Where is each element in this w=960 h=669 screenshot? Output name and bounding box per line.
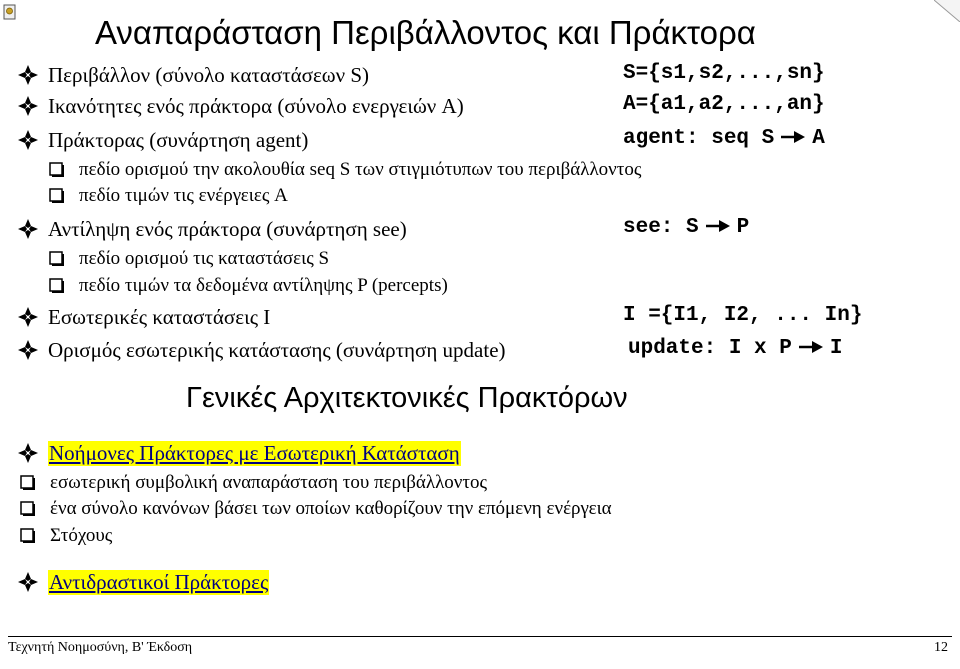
list-item [0, 275, 960, 303]
item-code [623, 127, 825, 150]
code-right: P [736, 216, 750, 239]
right-arrow-icon [798, 339, 824, 355]
checkbox-bullet-icon [49, 162, 66, 179]
item-text: Ορισμός εσωτερικής κατάστασης (συνάρτηση update) [48, 338, 506, 362]
checkbox-bullet-icon [20, 501, 37, 518]
section-subtitle: Γενικές Αρχιτεκτονικές Πρακτόρων [186, 382, 628, 414]
item-code [628, 337, 842, 360]
list-item [0, 441, 960, 469]
slide-title: Αναπαράσταση Περιβάλλοντος και Πράκτορα [95, 14, 756, 51]
diamond-bullet-icon [17, 95, 39, 117]
list-item [0, 338, 960, 366]
diamond-bullet-icon [17, 218, 39, 240]
right-arrow-icon [705, 218, 731, 234]
list-item [0, 159, 960, 187]
item-code: I ={I1, I2, ... In} [623, 304, 863, 327]
item-text: Ικανότητες ενός πράκτορα (σύνολο ενεργειών A) [48, 94, 464, 118]
item-text: εσωτερική συμβολική αναπαράσταση του περιβάλλοντος [50, 472, 488, 493]
item-text: Στόχους [50, 525, 113, 546]
item-text: Πράκτορας (συνάρτηση agent) [48, 128, 309, 152]
diamond-bullet-icon [17, 339, 39, 361]
speaker-notes-icon [3, 2, 17, 22]
list-item [0, 570, 960, 598]
checkbox-bullet-icon [49, 188, 66, 205]
list-item [0, 525, 960, 553]
list-item [0, 217, 960, 245]
list-item [0, 248, 960, 276]
diamond-bullet-icon [17, 571, 39, 593]
right-arrow-icon [780, 129, 806, 145]
footer-divider [8, 636, 952, 637]
item-code: S={s1,s2,...,sn} [623, 62, 825, 85]
list-item [0, 128, 960, 156]
code-right: I [829, 337, 843, 360]
item-text: πεδίο τιμών τα δεδομένα αντίληψης P (percepts) [79, 275, 448, 296]
link-stateful-agents[interactable]: Νοήμονες Πράκτορες με Εσωτερική Κατάσταση [49, 441, 460, 465]
page-fold-icon [934, 0, 960, 22]
footer-book-title: Τεχνητή Νοημοσύνη, B' Έκδοση [8, 640, 193, 655]
diamond-bullet-icon [17, 306, 39, 328]
checkbox-bullet-icon [20, 528, 37, 545]
list-item [0, 305, 960, 333]
list-item [0, 63, 960, 91]
list-item [0, 498, 960, 526]
diamond-bullet-icon [17, 129, 39, 151]
code-left: see: S [623, 216, 699, 239]
item-text: πεδίο ορισμού τις καταστάσεις S [79, 248, 330, 269]
code-left: agent: seq S [623, 127, 775, 150]
item-code [623, 216, 749, 239]
item-text: Εσωτερικές καταστάσεις I [48, 305, 271, 329]
link-reactive-agents[interactable]: Αντιδραστικοί Πράκτορες [49, 570, 269, 594]
list-item [0, 185, 960, 213]
list-item [0, 94, 960, 122]
checkbox-bullet-icon [49, 278, 66, 295]
checkbox-bullet-icon [20, 475, 37, 492]
item-code: A={a1,a2,...,an} [623, 93, 825, 116]
page-number: 12 [934, 640, 948, 655]
diamond-bullet-icon [17, 442, 39, 464]
list-item [0, 472, 960, 500]
item-text: Περιβάλλον (σύνολο καταστάσεων S) [48, 63, 370, 87]
item-text: πεδίο τιμών τις ενέργειες A [79, 185, 288, 206]
checkbox-bullet-icon [49, 251, 66, 268]
item-text: ένα σύνολο κανόνων βάσει των οποίων καθορίζουν την επόμενη ενέργεια [50, 498, 612, 519]
item-text: πεδίο ορισμού την ακολουθία seq S των στιγμιότυπων του περιβάλλοντος [79, 159, 642, 180]
code-left: update: I x P [628, 337, 792, 360]
code-right: A [812, 127, 825, 150]
item-text: Αντίληψη ενός πράκτορα (συνάρτηση see) [48, 217, 407, 241]
diamond-bullet-icon [17, 64, 39, 86]
